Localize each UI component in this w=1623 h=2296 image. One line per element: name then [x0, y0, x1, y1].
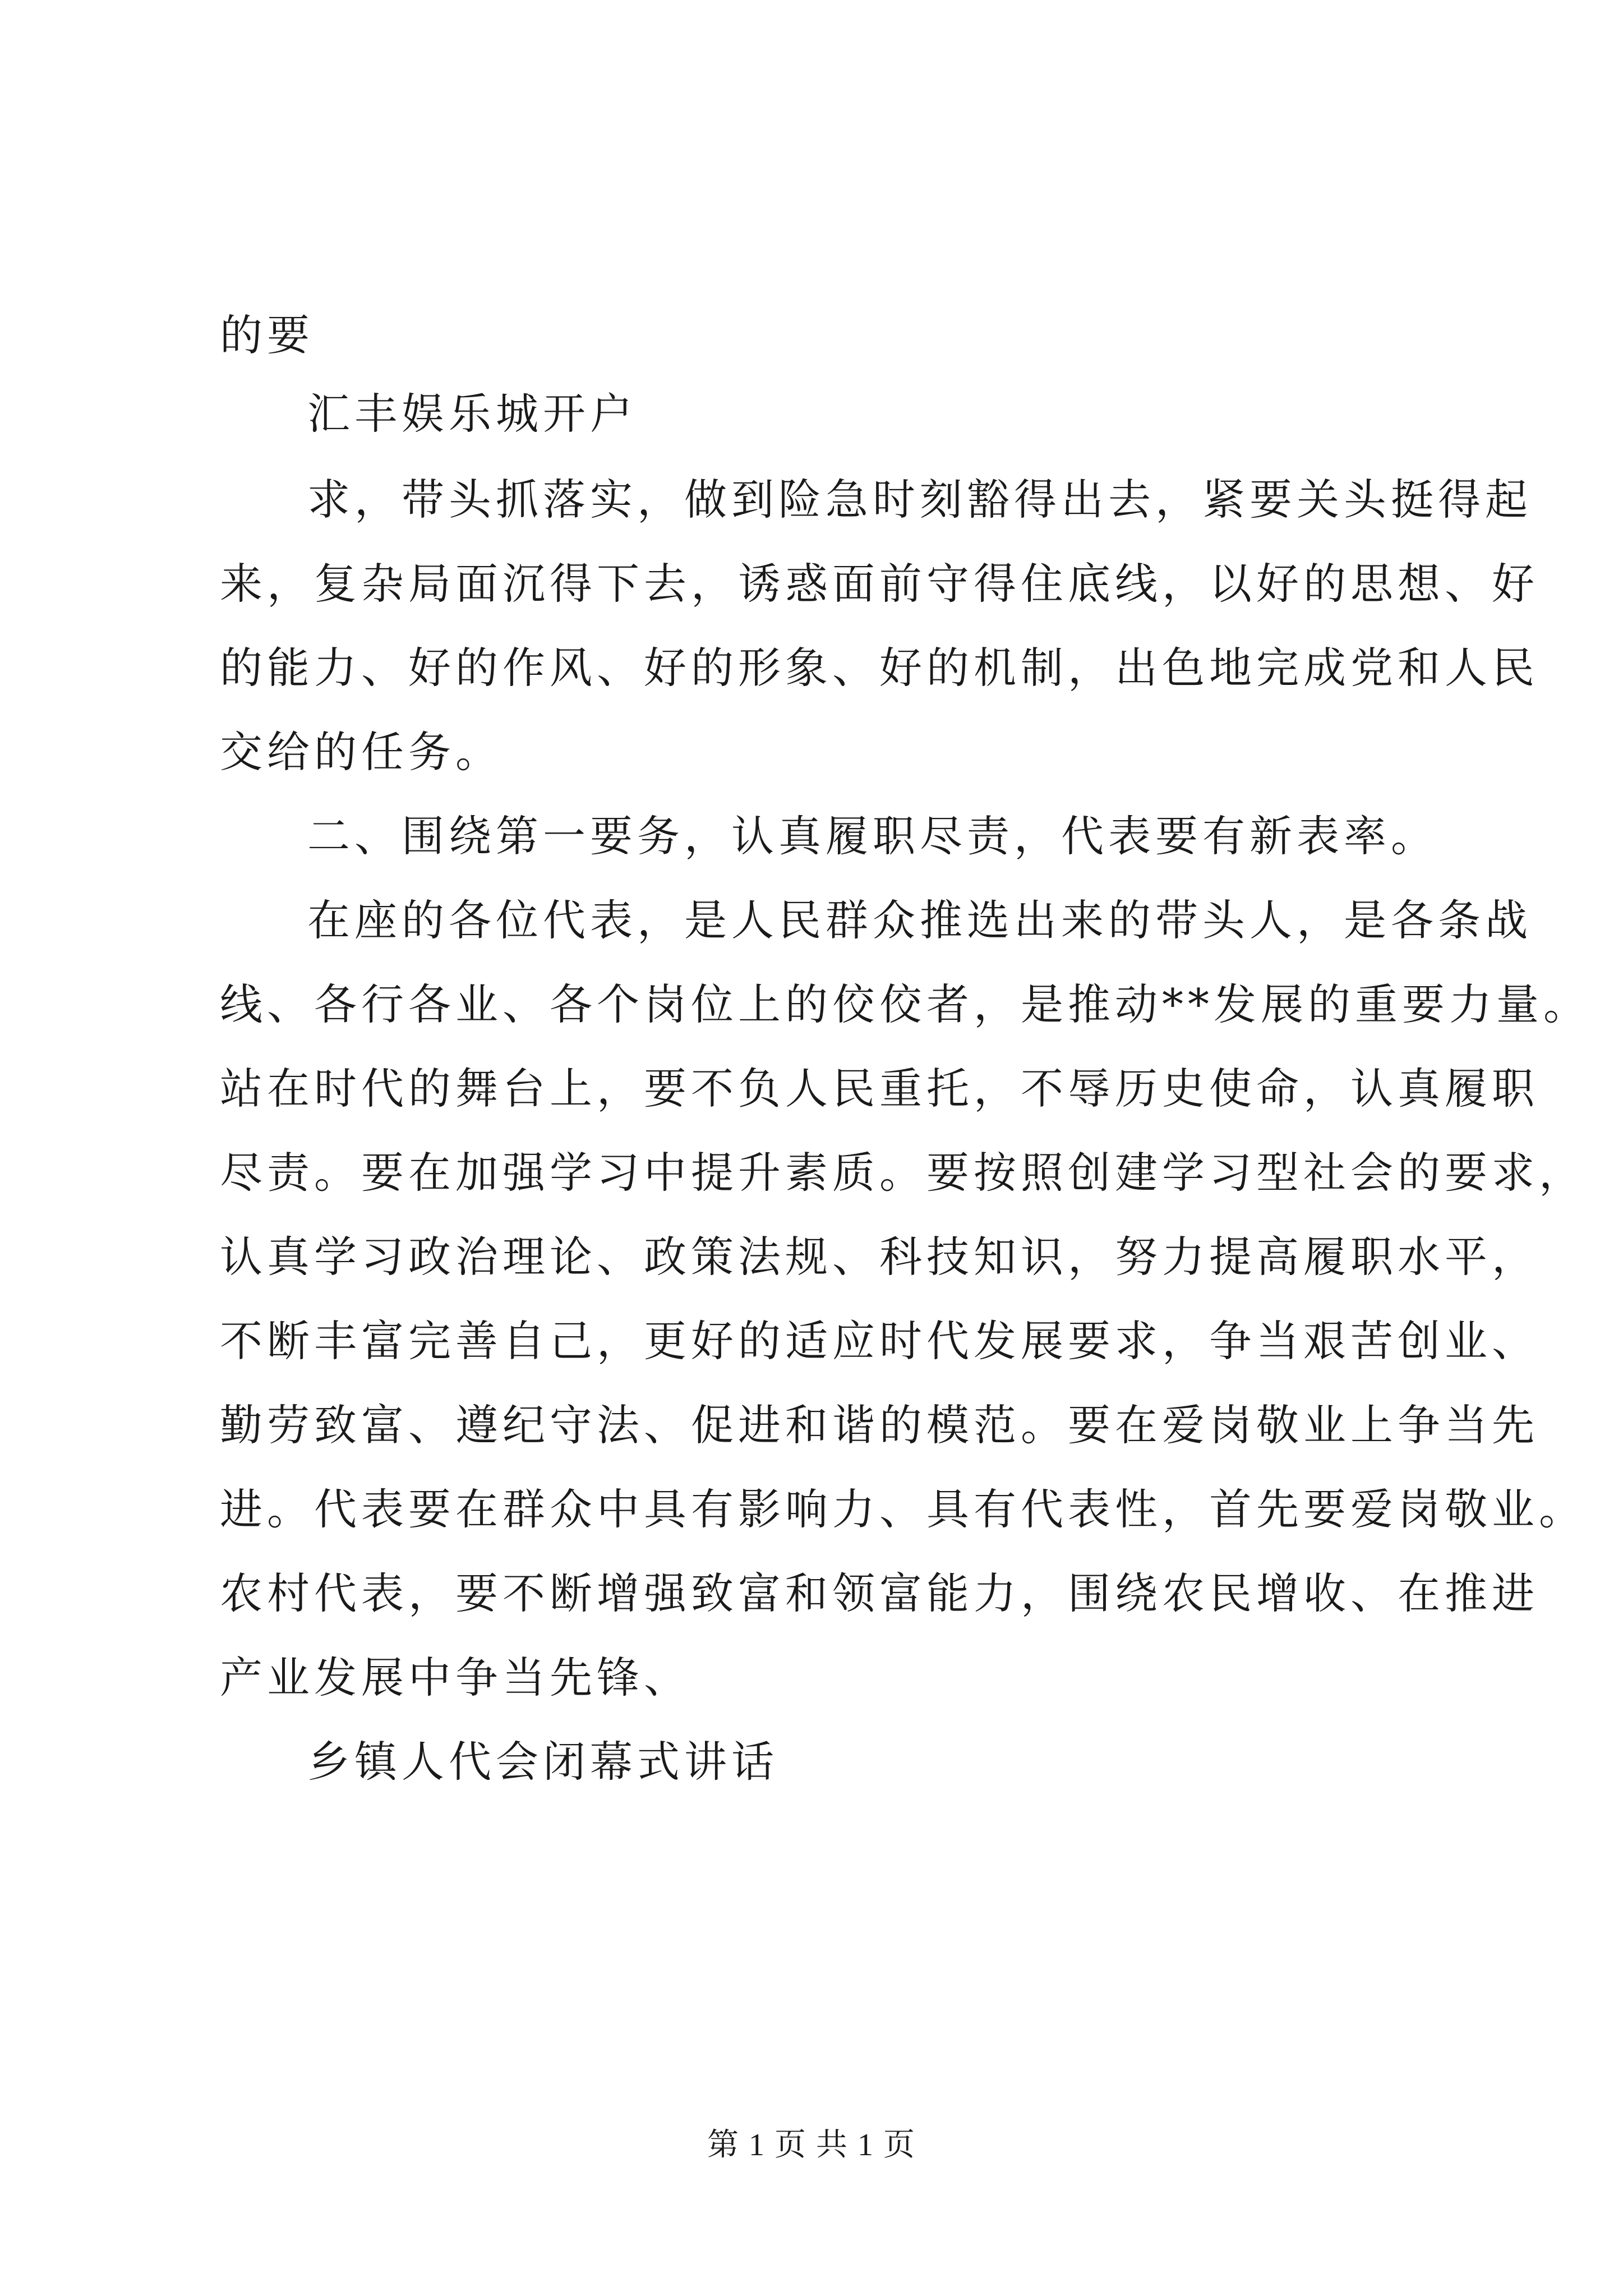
text-line: 在座的各位代表，是人民群众推选出来的带头人，是各条战: [307, 895, 1532, 945]
text-line: 交给的任务。: [220, 727, 502, 777]
text-line: 求，带头抓落实，做到险急时刻豁得出去，紧要关头挺得起: [307, 475, 1532, 524]
section-heading: 二、围绕第一要务，认真履职尽责，代表要有新表率。: [307, 811, 1438, 861]
text-line: 产业发展中争当先锋、: [220, 1653, 691, 1703]
text-line: 的能力、好的作风、好的形象、好的机制，出色地完成党和人民: [220, 643, 1539, 693]
text-line: 站在时代的舞台上，要不负人民重托，不辱历史使命，认真履职: [220, 1064, 1539, 1114]
text-line: 尽责。要在加强学习中提升素质。要按照创建学习型社会的要求，: [220, 1148, 1586, 1198]
text-line: 农村代表，要不断增强致富和领富能力，围绕农民增收、在推进: [220, 1568, 1539, 1618]
text-line: 进。代表要在群众中具有影响力、具有代表性，首先要爱岗敬业。: [220, 1484, 1586, 1534]
text-line: 认真学习政治理论、政策法规、科技知识，努力提高履职水平，: [220, 1232, 1539, 1282]
text-line: 汇丰娱乐城开户: [307, 389, 637, 439]
text-line: 来，复杂局面沉得下去，诱惑面前守得住底线，以好的思想、好: [220, 559, 1539, 609]
text-line: 乡镇人代会闭幕式讲话: [307, 1737, 778, 1787]
text-line: 勤劳致富、遵纪守法、促进和谐的模范。要在爱岗敬业上争当先: [220, 1400, 1539, 1450]
text-line: 的要: [220, 310, 314, 360]
text-line: 不断丰富完善自己，更好的适应时代发展要求，争当艰苦创业、: [220, 1316, 1539, 1366]
text-line: 线、各行各业、各个岗位上的佼佼者，是推动**发展的重要力量。: [220, 979, 1590, 1029]
page-number-footer: 第 1 页 共 1 页: [707, 2128, 916, 2162]
